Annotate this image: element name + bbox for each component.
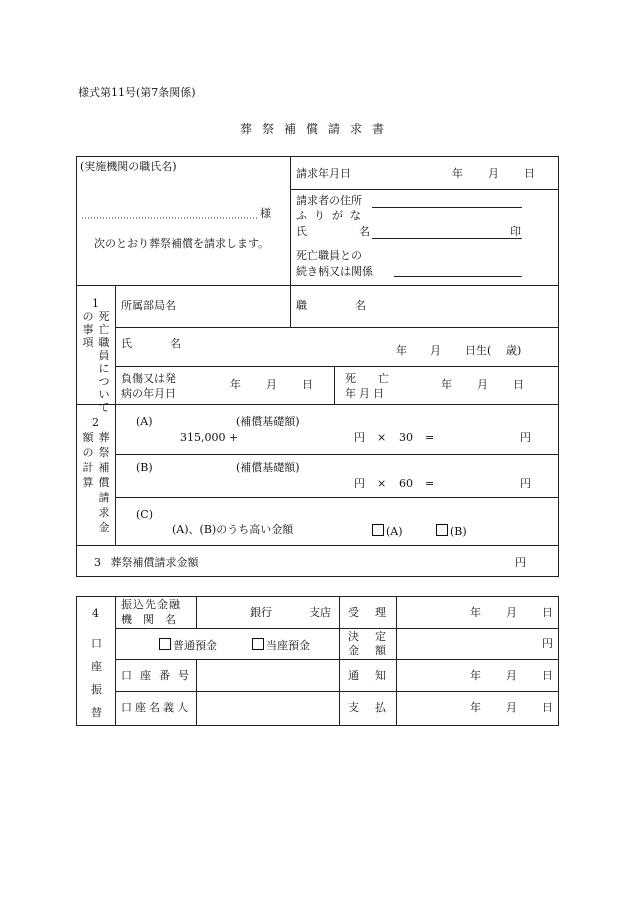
option-b-label: (B) — [450, 525, 467, 538]
bank-label-2: 機関名 — [121, 613, 187, 626]
calc-b-result-yen: 円 — [520, 477, 531, 490]
option-a-checkbox[interactable] — [372, 524, 403, 537]
injury-day: 日 — [302, 378, 313, 391]
calc-a-label: (A) — [136, 415, 153, 428]
claim-date-year: 年 — [452, 167, 463, 180]
injury-label-2: 病の年月日 — [121, 387, 176, 400]
sec4-char-3: 振 — [91, 683, 102, 696]
notice-label: 通知 — [348, 669, 402, 682]
form-title: 葬祭補償請求書 — [240, 122, 395, 136]
decision-label-1: 決定 — [348, 630, 402, 643]
calc-b-equals: = — [425, 477, 435, 490]
received-month: 月 — [506, 606, 517, 619]
job-label: 職名 — [296, 299, 414, 312]
claimant-name-label: 氏名 — [296, 225, 422, 238]
dept-label: 所属部局名 — [121, 299, 176, 312]
calc-a-factor: 30 — [399, 431, 413, 444]
injury-year: 年 — [230, 378, 241, 391]
claim-date-month: 月 — [488, 167, 499, 180]
calc-a-yen: 円 — [354, 431, 365, 444]
option-a-label: (A) — [386, 525, 403, 538]
notice-year: 年 — [470, 669, 481, 682]
branch-text: 支店 — [309, 606, 331, 619]
payment-month: 月 — [506, 701, 517, 714]
section-4-number: 4 — [92, 607, 99, 620]
calc-b-factor: 60 — [399, 477, 413, 490]
birth-day: 日生( — [465, 344, 492, 357]
section-2-label-b: 葬祭補償請求金 — [98, 431, 110, 534]
received-label: 受理 — [348, 606, 402, 619]
injury-label-1: 負傷又は発 — [121, 372, 176, 385]
furigana-label: ふりがな — [296, 209, 368, 222]
calc-b-yen: 円 — [354, 477, 365, 490]
calc-b-times: × — [377, 477, 387, 490]
sec4-char-2: 座 — [91, 660, 102, 673]
death-year: 年 — [441, 378, 452, 391]
birth-year: 年 — [396, 344, 407, 357]
request-text: 次のとおり葬祭補償を請求します。 — [94, 237, 270, 250]
sec4-char-4: 替 — [91, 706, 102, 719]
sec4-char-1: 口 — [91, 637, 102, 650]
futsu-checkbox[interactable] — [159, 638, 217, 651]
seal-mark: 印 — [510, 225, 521, 238]
toza-checkbox[interactable] — [252, 638, 310, 651]
calc-a-fixed: 315,000 + — [180, 431, 239, 444]
checkbox-a-icon — [372, 524, 384, 536]
section-3-yen: 円 — [515, 556, 526, 569]
form-number: 様式第11号(第7条関係) — [78, 86, 196, 99]
bank-label-1: 振込先金融 — [121, 598, 181, 611]
payment-year: 年 — [470, 701, 481, 714]
option-b-checkbox[interactable] — [436, 524, 467, 537]
payment-label: 支払 — [348, 701, 402, 714]
section-2-number: 2 — [92, 416, 99, 429]
section-1-label-b: 死亡職員について — [98, 310, 110, 414]
toza-checkbox-icon — [252, 638, 264, 650]
section-2-label-a: 額の計算 — [82, 431, 94, 489]
relation-label-2: 続き柄又は関係 — [296, 265, 373, 278]
notice-month: 月 — [506, 669, 517, 682]
claim-date-day: 日 — [524, 167, 535, 180]
calc-b-base-label: (補償基礎額) — [236, 461, 300, 474]
calc-b-label: (B) — [136, 461, 153, 474]
checkbox-b-icon — [436, 524, 448, 536]
futsu-label: 普通預金 — [173, 639, 217, 652]
payment-day: 日 — [542, 701, 553, 714]
calc-a-times: × — [377, 431, 387, 444]
relation-label-1: 死亡職員との — [296, 249, 362, 262]
injury-month: 月 — [266, 378, 277, 391]
section-3-label: 3 葬祭補償請求金額 — [94, 556, 199, 569]
account-name-label: 口座名義人 — [121, 701, 191, 714]
calc-a-result-yen: 円 — [520, 431, 531, 444]
calc-a-base-label: (補償基礎額) — [236, 415, 300, 428]
section-1-label-a: の事項 — [82, 310, 94, 349]
decision-yen: 円 — [542, 637, 553, 650]
notice-day: 日 — [542, 669, 553, 682]
received-day: 日 — [542, 606, 553, 619]
calc-a-equals: = — [425, 431, 435, 444]
death-day: 日 — [513, 378, 524, 391]
section-1-number: 1 — [92, 297, 99, 310]
birth-month: 月 — [430, 344, 441, 357]
death-month: 月 — [477, 378, 488, 391]
birth-age: 歳) — [506, 344, 522, 357]
calc-c-label: (C) — [136, 508, 153, 521]
death-label-2: 年月日 — [345, 387, 387, 400]
address-label: 請求者の住所 — [296, 194, 362, 207]
decision-label-2: 金額 — [348, 644, 402, 657]
account-no-label: 口座番号 — [121, 669, 197, 682]
sama-label: 様 — [260, 207, 271, 220]
calc-c-text: (A)、(B)のうち高い金額 — [172, 523, 294, 536]
claim-date-label: 請求年月日 — [296, 167, 351, 180]
deceased-name-label: 氏名 — [121, 337, 219, 350]
futsu-checkbox-icon — [159, 638, 171, 650]
agency-label: (実施機関の職氏名) — [80, 160, 177, 173]
bank-text: 銀行 — [250, 606, 272, 619]
death-label-1: 死亡 — [345, 372, 411, 385]
received-year: 年 — [470, 606, 481, 619]
toza-label: 当座預金 — [266, 639, 310, 652]
